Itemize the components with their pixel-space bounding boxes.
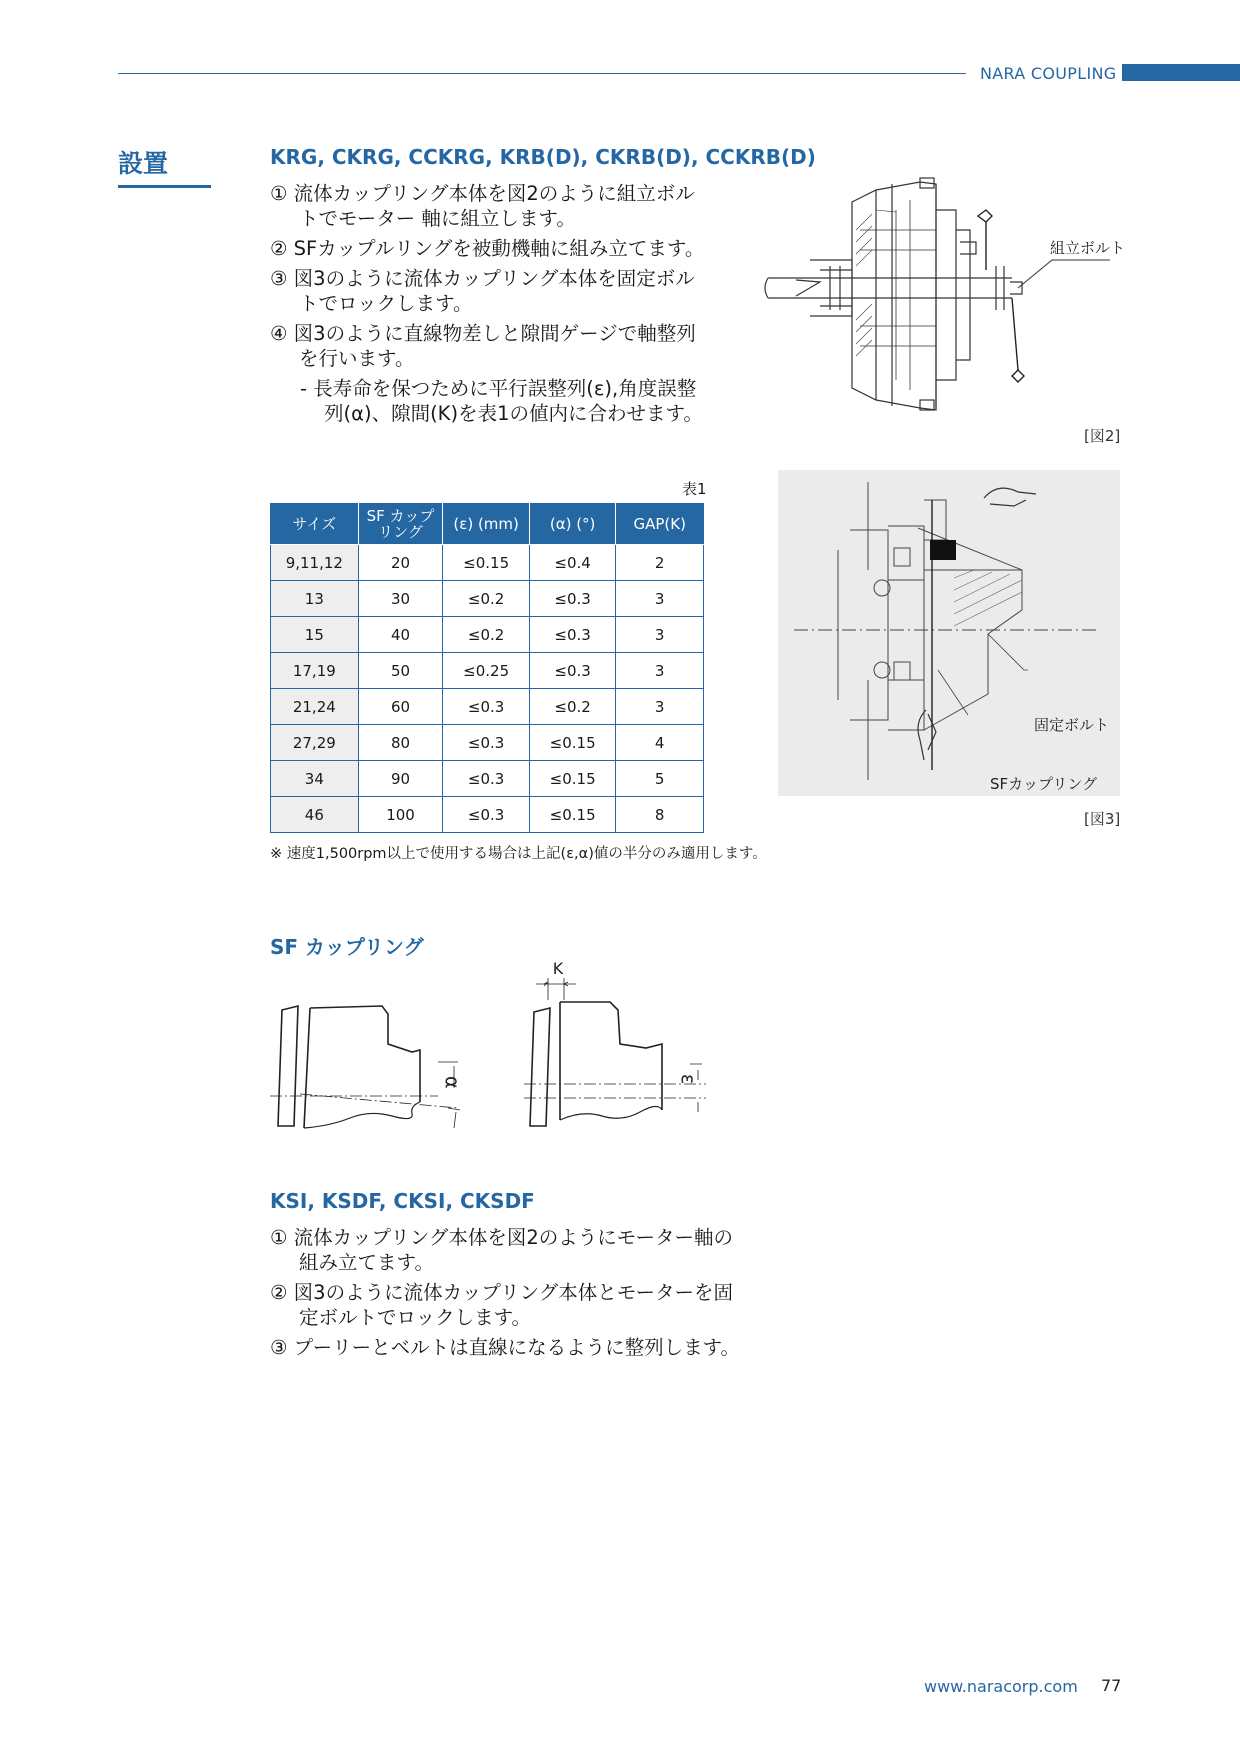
col-header-sf-coupling: SF カップ リング: [358, 504, 443, 545]
cell-alpha: ≤0.3: [529, 581, 616, 617]
cell-sf: 50: [358, 653, 443, 689]
cell-sf: 60: [358, 689, 443, 725]
cell-gap: 3: [616, 581, 704, 617]
cell-sf: 40: [358, 617, 443, 653]
note-line-cont: 列(α)、隙間(K)を表1の値内に合わせます。: [324, 402, 703, 425]
ksi-step: [270, 1225, 790, 1275]
cell-gap: 3: [616, 617, 704, 653]
cell-alpha: ≤0.15: [529, 725, 616, 761]
alpha-symbol: α: [441, 1076, 463, 1089]
cell-epsilon: ≤0.3: [443, 797, 530, 833]
step-line-cont: トでモーター 軸に組立します。: [299, 207, 576, 230]
krg-step: [270, 181, 740, 231]
cell-alpha: ≤0.2: [529, 689, 616, 725]
krg-note: [270, 376, 740, 426]
col-header-epsilon: (ε) (mm): [443, 504, 530, 545]
step-line: ③ 図3のように流体カップリング本体を固定ボル: [270, 267, 695, 290]
cell-sf: 90: [358, 761, 443, 797]
krg-step: [270, 266, 740, 316]
brand-bar: [1122, 64, 1240, 81]
figure3-caption: [図3]: [1084, 810, 1121, 828]
table-row: [271, 581, 704, 617]
section-underline: [118, 185, 211, 188]
cell-sf: 30: [358, 581, 443, 617]
step-line: ② SFカップルリングを被動機軸に組み立てます。: [270, 237, 705, 260]
cell-epsilon: ≤0.2: [443, 581, 530, 617]
k-symbol: K: [552, 960, 564, 978]
table-row: [271, 797, 704, 833]
table-row: [271, 545, 704, 581]
cell-gap: 3: [616, 653, 704, 689]
table-caption: 表1: [682, 480, 707, 498]
cell-alpha: ≤0.3: [529, 653, 616, 689]
step-line-cont: 組み立てます。: [299, 1251, 434, 1274]
cell-alpha: ≤0.15: [529, 761, 616, 797]
figure2-drawing: [760, 170, 1130, 420]
cell-alpha: ≤0.15: [529, 797, 616, 833]
cell-size: 46: [271, 797, 359, 833]
page-number: 77: [1101, 1676, 1122, 1695]
krg-step: [270, 236, 740, 261]
table-row: [271, 617, 704, 653]
spec-table: [270, 503, 704, 833]
sf-coupling-heading: SF カップリング: [270, 935, 424, 959]
krg-heading: KRG, CKRG, CCKRG, KRB(D), CKRB(D), CCKRB(D): [270, 145, 816, 169]
cell-alpha: ≤0.4: [529, 545, 616, 581]
cell-size: 15: [271, 617, 359, 653]
cell-gap: 2: [616, 545, 704, 581]
cell-sf: 100: [358, 797, 443, 833]
table-row: [271, 725, 704, 761]
epsilon-symbol: ε: [677, 1074, 699, 1085]
cell-epsilon: ≤0.3: [443, 725, 530, 761]
cell-gap: 3: [616, 689, 704, 725]
cell-size: 13: [271, 581, 359, 617]
figure3-drawing: [778, 470, 1120, 796]
cell-epsilon: ≤0.25: [443, 653, 530, 689]
ksi-steps: [270, 1225, 790, 1365]
cell-size: 27,29: [271, 725, 359, 761]
fixing-bolt-label: 固定ボルト: [1034, 716, 1110, 734]
step-line: ④ 図3のように直線物差しと隙間ゲージで軸整列: [270, 322, 696, 345]
section-title: 設置: [118, 149, 169, 178]
step-line-cont: 定ボルトでロックします。: [299, 1306, 532, 1329]
krg-step: [270, 321, 740, 371]
step-line: ③ プーリーとベルトは直線になるように整列します。: [270, 1336, 741, 1359]
table-footnote: ※ 速度1,500rpm以上で使用する場合は上記(ε,α)値の半分のみ適用します。: [270, 846, 767, 862]
cell-gap: 8: [616, 797, 704, 833]
cell-gap: 5: [616, 761, 704, 797]
step-line-cont: を行います。: [299, 347, 415, 370]
table-row: [271, 653, 704, 689]
cell-epsilon: ≤0.15: [443, 545, 530, 581]
step-line-cont: トでロックします。: [299, 292, 473, 315]
cell-size: 34: [271, 761, 359, 797]
step-line: ② 図3のように流体カップリング本体とモーターを固: [270, 1281, 733, 1304]
website-link[interactable]: www.naracorp.com: [924, 1677, 1078, 1696]
col-header-gap: GAP(K): [616, 504, 704, 545]
header-rule: [118, 73, 966, 74]
ksi-step: [270, 1335, 790, 1360]
ksi-heading: KSI, KSDF, CKSI, CKSDF: [270, 1189, 535, 1213]
table-row: [271, 761, 704, 797]
cell-alpha: ≤0.3: [529, 617, 616, 653]
col-header-alpha: (α) (°): [529, 504, 616, 545]
step-line: ① 流体カップリング本体を図2のように組立ボル: [270, 182, 695, 205]
cell-sf: 20: [358, 545, 443, 581]
ksi-step: [270, 1280, 790, 1330]
cell-size: 21,24: [271, 689, 359, 725]
misalignment-diagram: [270, 960, 730, 1140]
note-line: - 長寿命を保つために平行誤整列(ε),角度誤整: [300, 377, 697, 400]
cell-sf: 80: [358, 725, 443, 761]
cell-epsilon: ≤0.2: [443, 617, 530, 653]
sf-coupling-label: SFカップリング: [990, 775, 1098, 793]
cell-size: 17,19: [271, 653, 359, 689]
figure2-caption: [図2]: [1084, 427, 1121, 445]
cell-epsilon: ≤0.3: [443, 761, 530, 797]
assembly-bolt-label: 組立ボルト: [1050, 239, 1126, 257]
table-row: [271, 689, 704, 725]
table-header-row: [271, 504, 704, 545]
col-header-size: サイズ: [271, 504, 359, 545]
cell-gap: 4: [616, 725, 704, 761]
brand-label: NARA COUPLING: [980, 64, 1117, 83]
cell-size: 9,11,12: [271, 545, 359, 581]
cell-epsilon: ≤0.3: [443, 689, 530, 725]
step-line: ① 流体カップリング本体を図2のようにモーター軸の: [270, 1226, 733, 1249]
krg-steps: [270, 181, 740, 431]
